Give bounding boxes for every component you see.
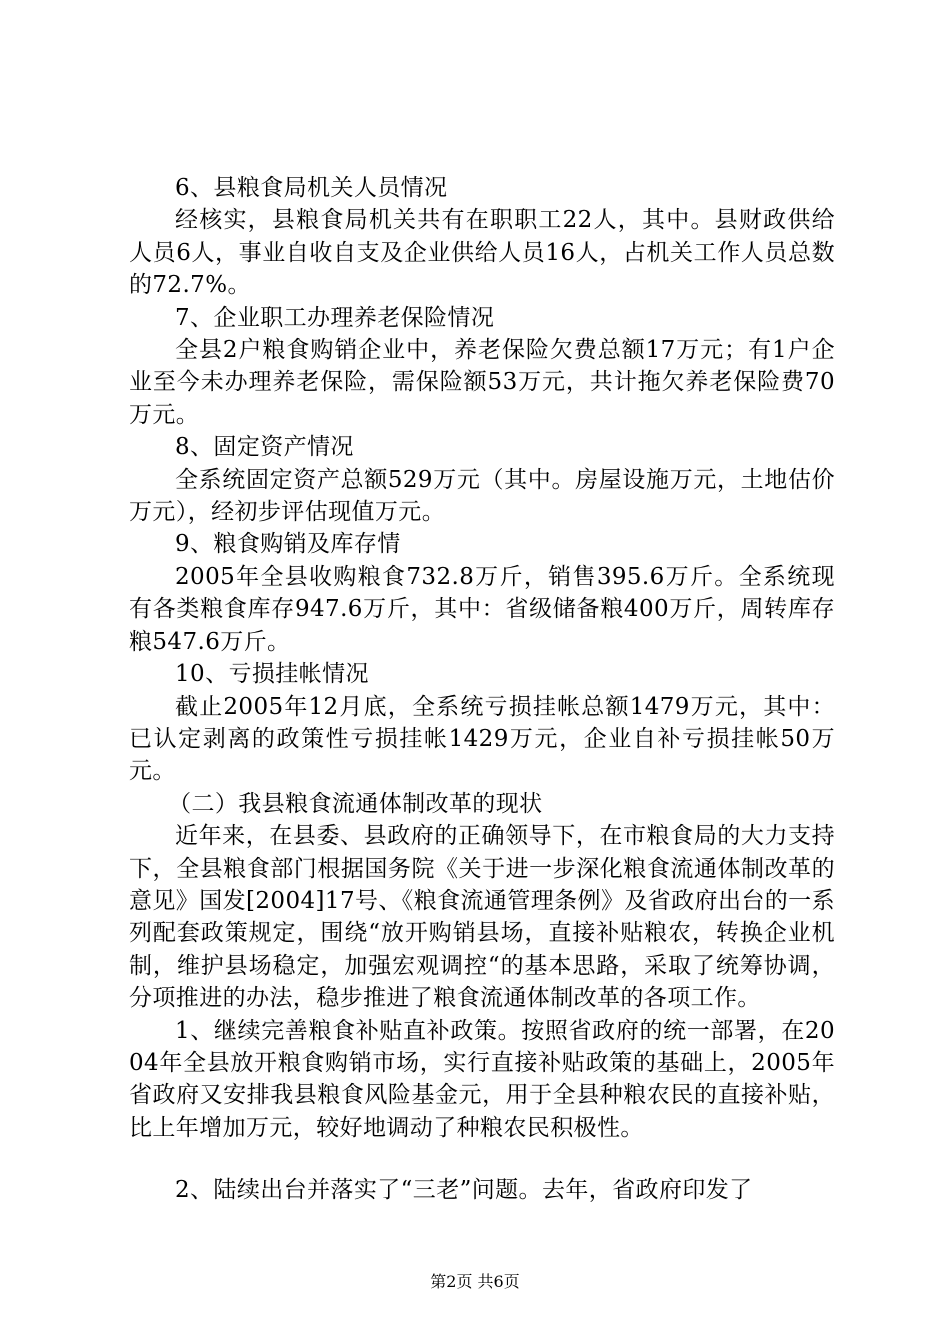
heading-8: 8、固定资产情况	[175, 434, 354, 461]
paragraph-assets: 全系统固定资产总额529万元（其中。房屋设施万元，土地估价万元），经初步评估现值万元。	[129, 466, 835, 526]
paragraph-gap	[129, 1144, 835, 1174]
section-heading-2: （二）我县粮食流通体制改革的现状	[168, 790, 543, 817]
heading-6: 6、县粮食局机关人员情况	[175, 175, 448, 201]
page-number: 第2页 共6页	[430, 1272, 520, 1291]
document-body	[129, 172, 835, 1207]
heading-9: 9、粮食购销及库存情	[175, 531, 401, 558]
paragraph-losses: 截止2005年12月底，全系统亏损挂帐总额1479万元，其中：已认定剥离的政策性亏损挂帐1429万元，企业自补亏损挂帐50万元。	[129, 693, 835, 785]
paragraph-grain-stock: 2005年全县收购粮食732.8万斤，销售395.6万斤。全系统现有各类粮食库存947.6万斤，其中：省级储备粮400万斤，周转库存粮547.6万斤。	[129, 563, 835, 655]
heading-10: 10、亏损挂帐情况	[175, 661, 369, 688]
paragraph-subsidy: 1、继续完善粮食补贴直补政策。按照省政府的统一部署，在2004年全县放开粮食购销市场，实行直接补贴政策的基础上，2005年省政府又安排我县粮食风险基金元，用于全县种粮农民的直接补贴，比上年增加万元，较好地调动了种粮农民积极性。	[129, 1017, 835, 1141]
paragraph-staff: 经核实，县粮食局机关共有在职职工22人，其中。县财政供给人员6人，事业自收自支及企业供给人员16人，占机关工作人员总数的72.7%。	[129, 207, 835, 299]
paragraph-reform-status: 近年来，在县委、县政府的正确领导下，在市粮食局的大力支持下，全县粮食部门根据国务院《关于进一步深化粮食流通体制改革的意见》国发[2004]17号、《粮食流通管理条例》及省政府出台的一系列配套政策规定，围绕“放开购销县场，直接补贴粮农，转换企业机制，维护县场稳定，加强宏观调控“的基本思路，采取了统筹协调，分项推进的办法，稳步推进了粮食流通体制改革的各项工作。	[129, 823, 835, 1012]
paragraph-pension: 全县2户粮食购销企业中，养老保险欠费总额17万元；有1户企业至今未办理养老保险，需保险额53万元，共计拖欠养老保险费70万元。	[129, 337, 835, 428]
heading-7: 7、企业职工办理养老保险情况	[175, 304, 495, 331]
paragraph-three-old: 2、陆续出台并落实了“三老”问题。去年，省政府印发了	[175, 1177, 753, 1204]
